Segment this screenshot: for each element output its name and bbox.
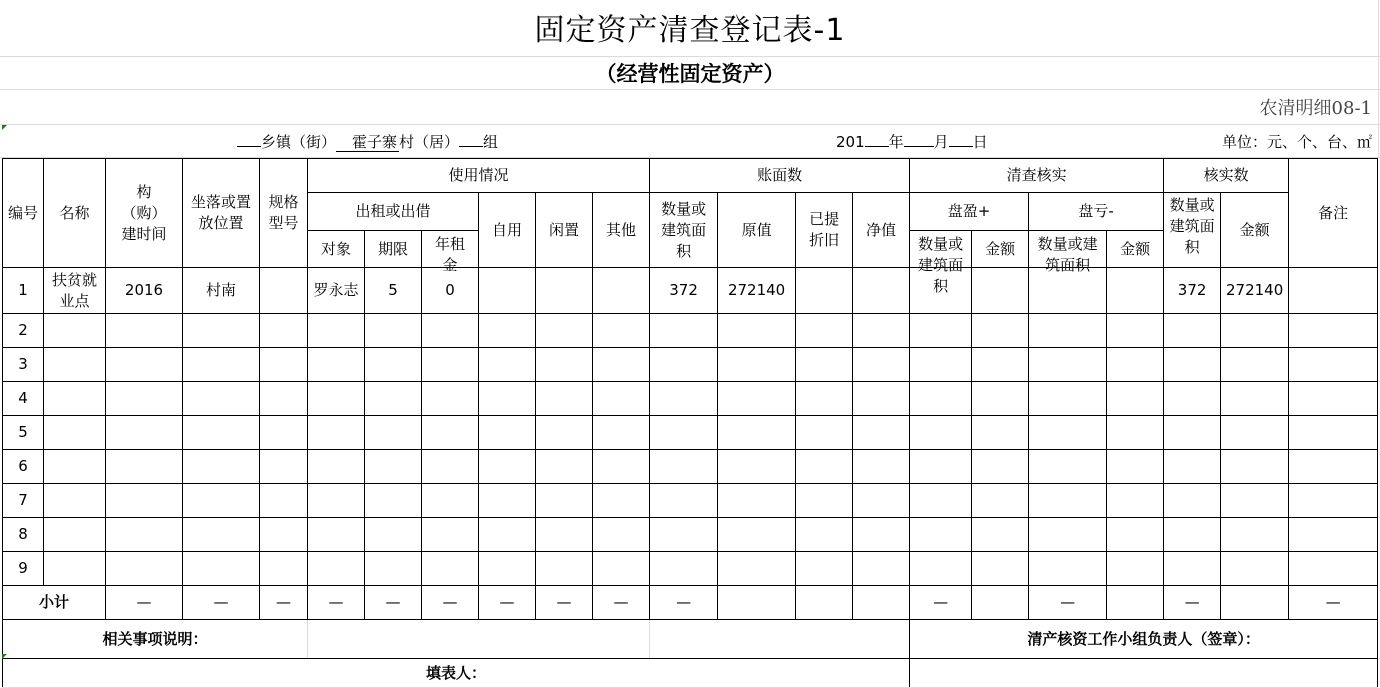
cell-name[interactable] — [44, 416, 106, 450]
cell-book-qty[interactable] — [650, 484, 718, 518]
filler-label: 填表人： — [3, 659, 910, 688]
cell-loss-qty[interactable] — [1029, 518, 1107, 552]
cell-remark[interactable] — [1289, 518, 1378, 552]
subtotal-spec: — — [260, 586, 308, 620]
cell-other[interactable] — [593, 382, 650, 416]
cell-term[interactable] — [365, 382, 422, 416]
cell-spec[interactable] — [260, 518, 308, 552]
cell-build-time[interactable]: 2016 — [106, 268, 183, 314]
cell-surplus-qty[interactable] — [910, 518, 972, 552]
header-remark: 备注 — [1289, 159, 1378, 268]
responsible-signature-area[interactable] — [910, 659, 1378, 688]
cell-depreciation[interactable] — [796, 268, 853, 314]
subtotal-original[interactable] — [718, 586, 796, 620]
subtotal-net[interactable] — [853, 586, 910, 620]
cell-target[interactable] — [308, 314, 365, 348]
cell-net[interactable] — [853, 518, 910, 552]
header-surplus-amount: 金额 — [972, 231, 1029, 268]
cell-location[interactable] — [183, 518, 260, 552]
cell-term[interactable] — [365, 518, 422, 552]
cell-depreciation[interactable] — [796, 450, 853, 484]
cell-verified-amount[interactable] — [1221, 552, 1289, 586]
cell-loss-amount[interactable] — [1107, 314, 1164, 348]
cell-verified-amount[interactable] — [1221, 382, 1289, 416]
day-label: 日 — [972, 133, 988, 151]
cell-loss-qty[interactable] — [1029, 450, 1107, 484]
header-self-use: 自用 — [479, 193, 536, 268]
group-label: 组 — [483, 133, 499, 151]
table-row — [3, 416, 1378, 450]
cell-depreciation[interactable] — [796, 382, 853, 416]
cell-name[interactable]: 扶贫就业点 — [44, 268, 106, 314]
cell-depreciation[interactable] — [796, 484, 853, 518]
cell-verified-qty[interactable] — [1164, 416, 1221, 450]
cell-depreciation[interactable] — [796, 348, 853, 382]
subtotal-loss-amount[interactable] — [1107, 586, 1164, 620]
subtotal-verified-amount[interactable] — [1221, 586, 1289, 620]
header-spec: 规格型号 — [260, 159, 308, 268]
header-loss-qty: 数量或建筑面积 — [1029, 231, 1107, 268]
cell-build-time[interactable] — [106, 518, 183, 552]
unit-line: 单位：元、个、台、㎡ — [1221, 133, 1372, 151]
header-verified-amount: 金额 — [1221, 193, 1289, 268]
header-no: 编号 — [3, 159, 44, 268]
cell-loss-qty[interactable] — [1029, 382, 1107, 416]
cell-spec[interactable] — [260, 552, 308, 586]
header-target: 对象 — [308, 231, 365, 268]
location-line — [237, 127, 498, 157]
cell-surplus-qty[interactable] — [910, 382, 972, 416]
cell-target[interactable] — [308, 382, 365, 416]
cell-original[interactable] — [718, 382, 796, 416]
cell-target[interactable] — [308, 416, 365, 450]
village-name[interactable]: 霍子寨 — [336, 133, 399, 152]
subtotal-self-use: — — [479, 586, 536, 620]
header-name: 名称 — [44, 159, 106, 268]
cell-no: 6 — [3, 450, 44, 484]
form-subtitle: （经营性固定资产） — [595, 62, 785, 86]
header-location: 坐落或置放位置 — [183, 159, 260, 268]
cell-verified-qty[interactable] — [1164, 314, 1221, 348]
cell-annual-rent[interactable]: 0 — [422, 268, 479, 314]
cell-verified-amount[interactable] — [1221, 416, 1289, 450]
cell-idle[interactable] — [536, 268, 593, 314]
cell-net[interactable] — [853, 416, 910, 450]
cell-annual-rent[interactable] — [422, 348, 479, 382]
cell-location[interactable] — [183, 484, 260, 518]
cell-depreciation[interactable] — [796, 314, 853, 348]
cell-name[interactable] — [44, 382, 106, 416]
cell-spec[interactable] — [260, 268, 308, 314]
cell-original[interactable] — [718, 552, 796, 586]
cell-no: 7 — [3, 484, 44, 518]
day-blank[interactable] — [949, 128, 973, 147]
cell-self-use[interactable] — [479, 268, 536, 314]
cell-location[interactable]: 村南 — [183, 268, 260, 314]
year-label: 年 — [888, 133, 904, 151]
cell-term[interactable] — [365, 552, 422, 586]
cell-no: 8 — [3, 518, 44, 552]
cell-spec[interactable] — [260, 484, 308, 518]
header-surplus: 盘盈+ — [910, 193, 1029, 231]
cell-verified-amount[interactable] — [1221, 518, 1289, 552]
cell-self-use[interactable] — [479, 484, 536, 518]
cell-net[interactable] — [853, 382, 910, 416]
subtotal-surplus-qty: — — [910, 586, 972, 620]
cell-target[interactable] — [308, 450, 365, 484]
header-verified: 核实数 — [1164, 159, 1289, 193]
cell-term[interactable] — [365, 348, 422, 382]
cell-spec[interactable] — [260, 416, 308, 450]
header-depreciation: 已提折旧 — [796, 193, 853, 268]
cell-original[interactable] — [718, 314, 796, 348]
cell-other[interactable] — [593, 450, 650, 484]
cell-verified-amount[interactable] — [1221, 484, 1289, 518]
cell-book-qty[interactable] — [650, 348, 718, 382]
cell-loss-qty[interactable] — [1029, 348, 1107, 382]
cell-surplus-amount[interactable] — [972, 416, 1029, 450]
cell-surplus-amount[interactable] — [972, 552, 1029, 586]
cell-verified-amount[interactable] — [1221, 314, 1289, 348]
cell-depreciation[interactable] — [796, 552, 853, 586]
cell-annual-rent[interactable] — [422, 484, 479, 518]
notes-area-2[interactable] — [650, 620, 910, 659]
cell-other[interactable] — [593, 314, 650, 348]
header-usage: 使用情况 — [308, 159, 650, 193]
cell-location[interactable] — [183, 348, 260, 382]
cell-book-qty[interactable] — [650, 450, 718, 484]
cell-verified-qty[interactable] — [1164, 382, 1221, 416]
cell-surplus-amount[interactable] — [972, 484, 1029, 518]
cell-loss-qty[interactable] — [1029, 552, 1107, 586]
cell-annual-rent[interactable] — [422, 552, 479, 586]
header-surplus-qty: 数量或建筑面积 — [910, 231, 972, 268]
cell-surplus-amount[interactable] — [972, 518, 1029, 552]
cell-surplus-amount[interactable] — [972, 450, 1029, 484]
cell-target[interactable] — [308, 518, 365, 552]
cell-surplus-qty[interactable] — [910, 484, 972, 518]
cell-book-qty[interactable]: 372 — [650, 268, 718, 314]
header-loss: 盘亏- — [1029, 193, 1164, 231]
asset-register-table — [2, 158, 1378, 688]
cell-book-qty[interactable] — [650, 518, 718, 552]
cell-build-time[interactable] — [106, 416, 183, 450]
cell-name[interactable] — [44, 450, 106, 484]
cell-other[interactable] — [593, 484, 650, 518]
cell-net[interactable] — [853, 268, 910, 314]
cell-idle[interactable] — [536, 416, 593, 450]
cell-name[interactable] — [44, 552, 106, 586]
cell-no: 5 — [3, 416, 44, 450]
cell-idle[interactable] — [536, 382, 593, 416]
table-row — [3, 314, 1378, 348]
cell-annual-rent[interactable] — [422, 450, 479, 484]
cell-no: 2 — [3, 314, 44, 348]
cell-no: 1 — [3, 268, 44, 314]
cell-loss-amount[interactable] — [1107, 268, 1164, 314]
cell-book-qty[interactable] — [650, 382, 718, 416]
cell-build-time[interactable] — [106, 348, 183, 382]
cell-depreciation[interactable] — [796, 416, 853, 450]
cell-term[interactable] — [365, 484, 422, 518]
cell-target[interactable] — [308, 484, 365, 518]
township-label: 乡镇（街） — [261, 133, 337, 151]
cell-self-use[interactable] — [479, 382, 536, 416]
cell-other[interactable] — [593, 552, 650, 586]
cell-net[interactable] — [853, 450, 910, 484]
cell-loss-amount[interactable] — [1107, 450, 1164, 484]
cell-other[interactable] — [593, 268, 650, 314]
village-label: 村（居） — [399, 133, 460, 151]
cell-name[interactable] — [44, 348, 106, 382]
subtotal-depreciation[interactable] — [796, 586, 853, 620]
cell-original[interactable] — [718, 348, 796, 382]
table-row — [3, 348, 1378, 382]
cell-surplus-qty[interactable] — [910, 314, 972, 348]
year-prefix: 201 — [836, 133, 865, 151]
cell-remark[interactable] — [1289, 450, 1378, 484]
cell-surplus-amount[interactable] — [972, 348, 1029, 382]
township-blank[interactable] — [237, 128, 261, 147]
subtotal-remark: — — [1289, 586, 1378, 620]
cell-build-time[interactable] — [106, 382, 183, 416]
cell-surplus-qty[interactable] — [910, 552, 972, 586]
table-row — [3, 450, 1378, 484]
cell-verified-qty[interactable] — [1164, 348, 1221, 382]
cell-idle[interactable] — [536, 518, 593, 552]
cell-verified-qty[interactable] — [1164, 450, 1221, 484]
cell-no: 9 — [3, 552, 44, 586]
cell-idle[interactable] — [536, 314, 593, 348]
cell-self-use[interactable] — [479, 552, 536, 586]
cell-location[interactable] — [183, 382, 260, 416]
subtotal-term: — — [365, 586, 422, 620]
notes-label: 相关事项说明： — [3, 620, 308, 659]
cell-surplus-amount[interactable] — [972, 268, 1029, 314]
cell-remark[interactable] — [1289, 382, 1378, 416]
cell-location[interactable] — [183, 552, 260, 586]
subtotal-build-time: — — [106, 586, 183, 620]
cell-net[interactable] — [853, 314, 910, 348]
cell-idle[interactable] — [536, 484, 593, 518]
cell-annual-rent[interactable] — [422, 314, 479, 348]
cell-net[interactable] — [853, 552, 910, 586]
cell-remark[interactable] — [1289, 314, 1378, 348]
cell-loss-amount[interactable] — [1107, 382, 1164, 416]
cell-idle[interactable] — [536, 348, 593, 382]
cell-no: 4 — [3, 382, 44, 416]
header-annual-rent: 年租金 — [422, 231, 479, 268]
table-row — [3, 484, 1378, 518]
cell-loss-qty[interactable] — [1029, 484, 1107, 518]
cell-verified-amount[interactable] — [1221, 450, 1289, 484]
cell-target[interactable] — [308, 552, 365, 586]
document-code: 农清明细08-1 — [1259, 98, 1372, 119]
sheet-row — [0, 90, 1380, 125]
cell-loss-amount[interactable] — [1107, 518, 1164, 552]
header-book-qty: 数量或建筑面积 — [650, 193, 718, 268]
cell-surplus-qty[interactable] — [910, 348, 972, 382]
cell-loss-amount[interactable] — [1107, 552, 1164, 586]
form-title: 固定资产清查登记表-1 — [534, 13, 846, 48]
cell-verified-qty[interactable] — [1164, 518, 1221, 552]
cell-remark[interactable] — [1289, 416, 1378, 450]
cell-location[interactable] — [183, 416, 260, 450]
group-blank[interactable] — [459, 128, 483, 147]
subtotal-target: — — [308, 586, 365, 620]
cell-loss-amount[interactable] — [1107, 348, 1164, 382]
cell-no: 3 — [3, 348, 44, 382]
cell-net[interactable] — [853, 348, 910, 382]
cell-term[interactable]: 5 — [365, 268, 422, 314]
cell-verified-qty[interactable]: 372 — [1164, 268, 1221, 314]
cell-loss-amount[interactable] — [1107, 484, 1164, 518]
cell-spec[interactable] — [260, 314, 308, 348]
cell-name[interactable] — [44, 484, 106, 518]
subtotal-annual-rent: — — [422, 586, 479, 620]
cell-remark[interactable] — [1289, 484, 1378, 518]
cell-self-use[interactable] — [479, 348, 536, 382]
cell-book-qty[interactable] — [650, 416, 718, 450]
header-check: 清查核实 — [910, 159, 1164, 193]
cell-build-time[interactable] — [106, 552, 183, 586]
subtotal-loss-qty: — — [1029, 586, 1107, 620]
cell-target[interactable]: 罗永志 — [308, 268, 365, 314]
cell-surplus-amount[interactable] — [972, 314, 1029, 348]
date-line — [836, 127, 988, 157]
notes-area[interactable] — [308, 620, 650, 659]
header-verified-qty: 数量或建筑面积 — [1164, 193, 1221, 268]
cell-target[interactable] — [308, 348, 365, 382]
cell-other[interactable] — [593, 518, 650, 552]
cell-self-use[interactable] — [479, 450, 536, 484]
subtotal-surplus-amount[interactable] — [972, 586, 1029, 620]
cell-comment-marker — [2, 125, 7, 130]
cell-surplus-amount[interactable] — [972, 382, 1029, 416]
cell-annual-rent[interactable] — [422, 382, 479, 416]
cell-spec[interactable] — [260, 382, 308, 416]
table-row — [3, 382, 1378, 416]
cell-location[interactable] — [183, 314, 260, 348]
cell-annual-rent[interactable] — [422, 518, 479, 552]
cell-original[interactable] — [718, 450, 796, 484]
sheet-row — [0, 125, 1380, 158]
cell-self-use[interactable] — [479, 416, 536, 450]
cell-original[interactable] — [718, 518, 796, 552]
cell-original[interactable] — [718, 484, 796, 518]
header-idle: 闲置 — [536, 193, 593, 268]
cell-name[interactable] — [44, 518, 106, 552]
cell-term[interactable] — [365, 314, 422, 348]
header-term: 期限 — [365, 231, 422, 268]
subtotal-verified-qty: — — [1164, 586, 1221, 620]
cell-self-use[interactable] — [479, 518, 536, 552]
cell-idle[interactable] — [536, 450, 593, 484]
cell-remark[interactable] — [1289, 348, 1378, 382]
cell-verified-amount[interactable]: 272140 — [1221, 268, 1289, 314]
month-label: 月 — [933, 133, 949, 151]
table-row — [3, 552, 1378, 586]
cell-self-use[interactable] — [479, 314, 536, 348]
cell-loss-amount[interactable] — [1107, 416, 1164, 450]
cell-build-time[interactable] — [106, 314, 183, 348]
responsible-label: 清产核资工作小组负责人（签章）： — [910, 620, 1378, 659]
cell-original[interactable] — [718, 416, 796, 450]
cell-other[interactable] — [593, 416, 650, 450]
cell-comment-marker — [2, 654, 7, 659]
cell-remark[interactable] — [1289, 268, 1378, 314]
table-row — [3, 268, 1378, 314]
cell-original[interactable]: 272140 — [718, 268, 796, 314]
cell-verified-qty[interactable] — [1164, 484, 1221, 518]
cell-annual-rent[interactable] — [422, 416, 479, 450]
cell-net[interactable] — [853, 484, 910, 518]
cell-spec[interactable] — [260, 348, 308, 382]
cell-book-qty[interactable] — [650, 314, 718, 348]
cell-loss-qty[interactable] — [1029, 314, 1107, 348]
cell-surplus-qty[interactable] — [910, 450, 972, 484]
year-blank[interactable] — [865, 128, 889, 147]
subtotal-label: 小计 — [3, 586, 106, 620]
cell-build-time[interactable] — [106, 450, 183, 484]
cell-loss-qty[interactable] — [1029, 416, 1107, 450]
cell-verified-amount[interactable] — [1221, 348, 1289, 382]
header-rent-lend: 出租或出借 — [308, 193, 479, 231]
cell-verified-qty[interactable] — [1164, 552, 1221, 586]
month-blank[interactable] — [904, 128, 934, 147]
header-book: 账面数 — [650, 159, 910, 193]
cell-depreciation[interactable] — [796, 518, 853, 552]
cell-name[interactable] — [44, 314, 106, 348]
subtotal-idle: — — [536, 586, 593, 620]
cell-term[interactable] — [365, 450, 422, 484]
subtotal-other: — — [593, 586, 650, 620]
cell-other[interactable] — [593, 348, 650, 382]
header-original: 原值 — [718, 193, 796, 268]
subtotal-location: — — [183, 586, 260, 620]
header-loss-amount: 金额 — [1107, 231, 1164, 268]
cell-build-time[interactable] — [106, 484, 183, 518]
cell-book-qty[interactable] — [650, 552, 718, 586]
cell-spec[interactable] — [260, 450, 308, 484]
cell-idle[interactable] — [536, 552, 593, 586]
header-build-time: 构 （购） 建时间 — [106, 159, 183, 268]
header-other: 其他 — [593, 193, 650, 268]
subtotal-book-qty: — — [650, 586, 718, 620]
cell-term[interactable] — [365, 416, 422, 450]
cell-location[interactable] — [183, 450, 260, 484]
cell-surplus-qty[interactable] — [910, 416, 972, 450]
table-row — [3, 518, 1378, 552]
cell-remark[interactable] — [1289, 552, 1378, 586]
header-net: 净值 — [853, 193, 910, 268]
